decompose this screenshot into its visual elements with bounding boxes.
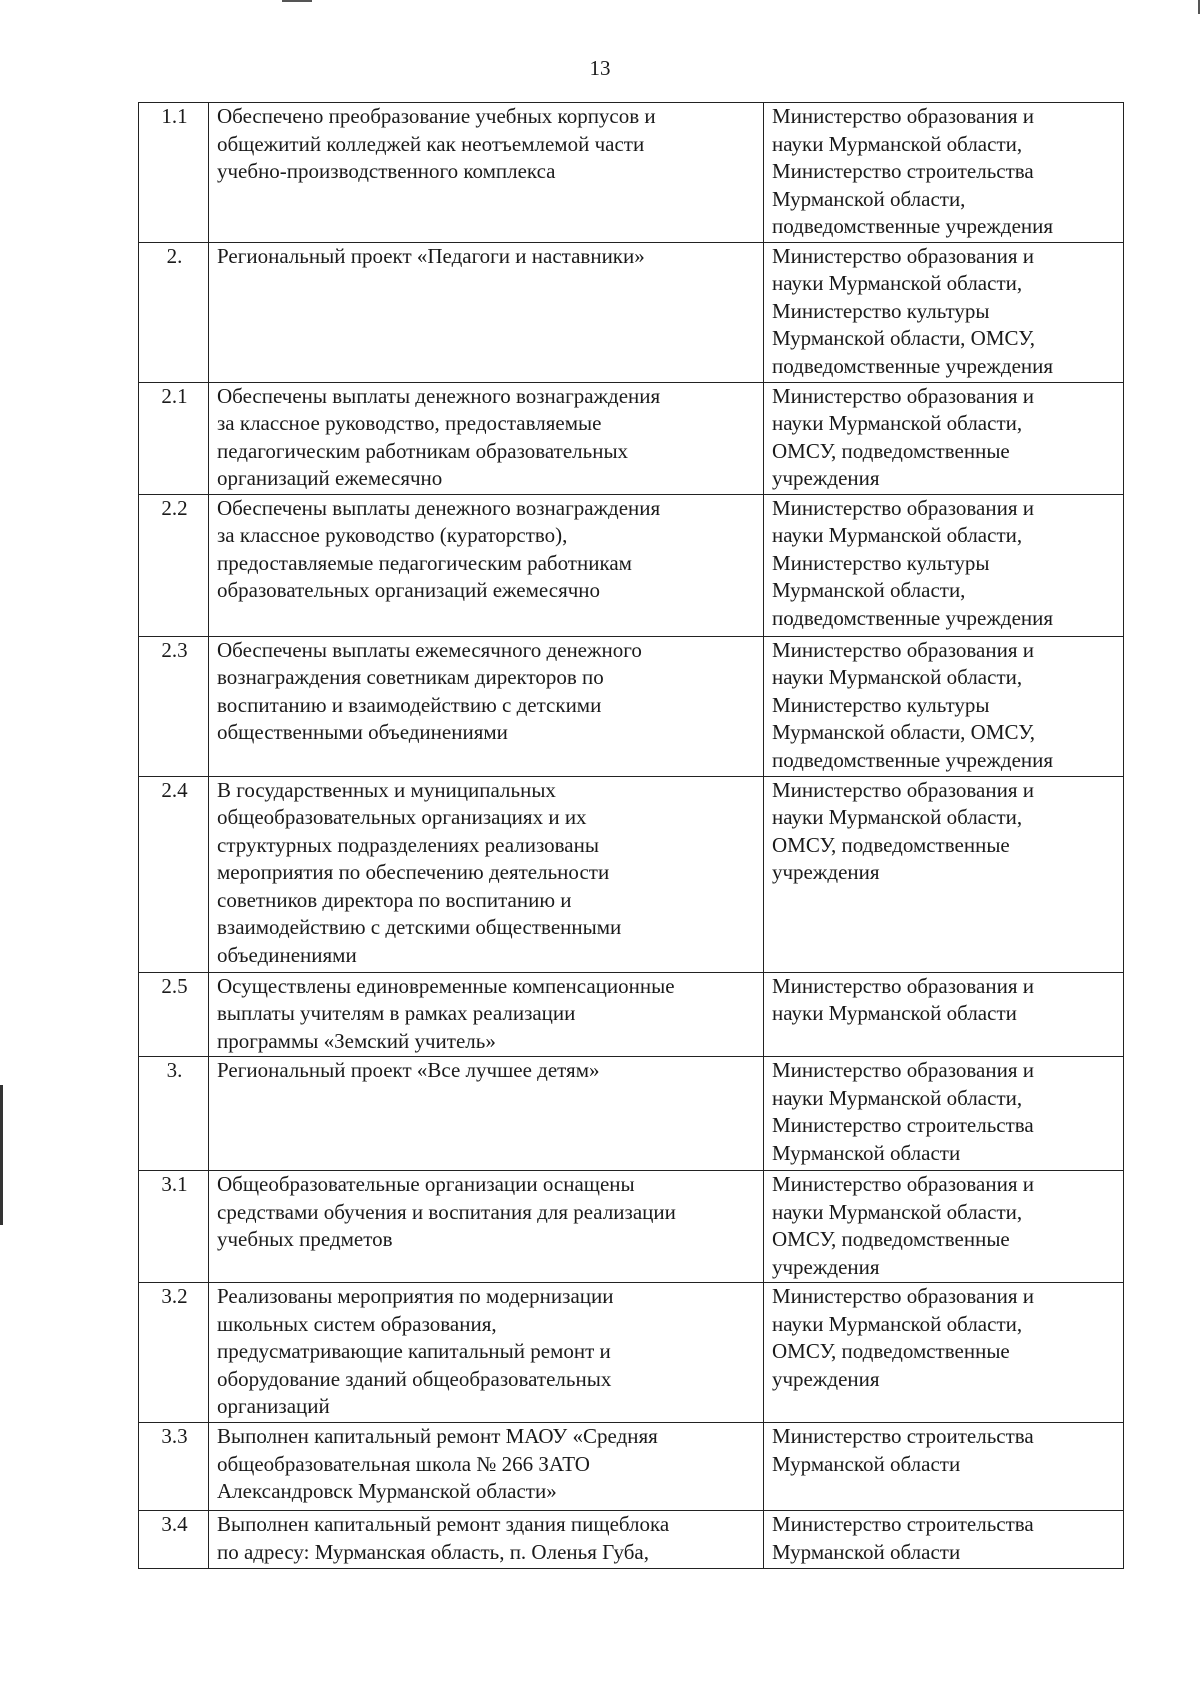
page-number: 13 — [589, 56, 611, 80]
row-description: Общеобразовательные организации оснащены средствами обучения и воспитания для реализации учебных предметов — [209, 1171, 764, 1283]
table-row — [139, 1057, 1124, 1171]
scan-artifact-top — [282, 0, 312, 2]
row-description: Выполнен капитальный ремонт здания пищеблока по адресу: Мурманская область, п. Оленья Губа, — [209, 1511, 764, 1569]
row-description: Обеспечены выплаты ежемесячного денежного вознаграждения советникам директоров по воспитанию и взаимодействию с детскими общественными объединениями — [209, 636, 764, 776]
row-description: Обеспечены выплаты денежного вознаграждения за классное руководство, предоставляемые педагогическим работникам образовательных организаций ежемесячно — [209, 382, 764, 494]
activities-table — [138, 102, 1124, 1569]
row-responsible: Министерство строительства Мурманской области — [764, 1511, 1124, 1569]
row-number: 3. — [139, 1057, 209, 1171]
row-responsible: Министерство образования и науки Мурманской области, Министерство культуры Мурманской области, подведомственные учреждения — [764, 494, 1124, 636]
row-number: 2.5 — [139, 972, 209, 1057]
table-row — [139, 1511, 1124, 1569]
table-row — [139, 382, 1124, 494]
row-number: 3.2 — [139, 1283, 209, 1423]
row-number: 2.2 — [139, 494, 209, 636]
row-description: Обеспечены выплаты денежного вознаграждения за классное руководство (кураторство), предоставляемые педагогическим работникам образовательных организаций ежемесячно — [209, 494, 764, 636]
table-row — [139, 494, 1124, 636]
table-row — [139, 972, 1124, 1057]
row-responsible: Министерство образования и науки Мурманской области, Министерство строительства Мурманской области, подведомственные учреждения — [764, 103, 1124, 243]
row-number: 2.1 — [139, 382, 209, 494]
row-responsible: Министерство образования и науки Мурманской области, ОМСУ, подведомственные учреждения — [764, 382, 1124, 494]
row-number: 2.4 — [139, 776, 209, 972]
table-row — [139, 1171, 1124, 1283]
row-responsible: Министерство образования и науки Мурманской области, ОМСУ, подведомственные учреждения — [764, 1283, 1124, 1423]
table-row — [139, 1283, 1124, 1423]
row-responsible: Министерство образования и науки Мурманской области, ОМСУ, подведомственные учреждения — [764, 1171, 1124, 1283]
row-description: Осуществлены единовременные компенсационные выплаты учителям в рамках реализации программы «Земский учитель» — [209, 972, 764, 1057]
table-row — [139, 103, 1124, 243]
row-description: В государственных и муниципальных общеобразовательных организациях и их структурных подразделениях реализованы мероприятия по обеспечению деятельности советников директора по воспитанию и взаимодействию с детскими общественными объединениями — [209, 776, 764, 972]
row-description: Обеспечено преобразование учебных корпусов и общежитий колледжей как неотъемлемой части учебно-производственного комплекса — [209, 103, 764, 243]
row-responsible: Министерство образования и науки Мурманской области, Министерство культуры Мурманской области, ОМСУ, подведомственные учреждения — [764, 242, 1124, 382]
row-number: 3.1 — [139, 1171, 209, 1283]
row-description: Региональный проект «Все лучшее детям» — [209, 1057, 764, 1171]
row-number: 1.1 — [139, 103, 209, 243]
table-row — [139, 636, 1124, 776]
row-description: Выполнен капитальный ремонт МАОУ «Средняя общеобразовательная школа № 266 ЗАТО Александровск Мурманской области» — [209, 1423, 764, 1511]
row-responsible: Министерство образования и науки Мурманской области, Министерство культуры Мурманской области, ОМСУ, подведомственные учреждения — [764, 636, 1124, 776]
row-description: Реализованы мероприятия по модернизации школьных систем образования, предусматривающие капитальный ремонт и оборудование зданий общеобразовательных организаций — [209, 1283, 764, 1423]
row-number: 2. — [139, 242, 209, 382]
table-row — [139, 776, 1124, 972]
row-number: 3.4 — [139, 1511, 209, 1569]
row-responsible: Министерство образования и науки Мурманской области, ОМСУ, подведомственные учреждения — [764, 776, 1124, 972]
table-row — [139, 1423, 1124, 1511]
row-responsible: Министерство образования и науки Мурманской области, Министерство строительства Мурманской области — [764, 1057, 1124, 1171]
scan-artifact-margin — [0, 1085, 3, 1225]
table-row — [139, 242, 1124, 382]
row-number: 3.3 — [139, 1423, 209, 1511]
row-responsible: Министерство образования и науки Мурманской области — [764, 972, 1124, 1057]
row-responsible: Министерство строительства Мурманской области — [764, 1423, 1124, 1511]
row-description: Региональный проект «Педагоги и наставники» — [209, 242, 764, 382]
row-number: 2.3 — [139, 636, 209, 776]
